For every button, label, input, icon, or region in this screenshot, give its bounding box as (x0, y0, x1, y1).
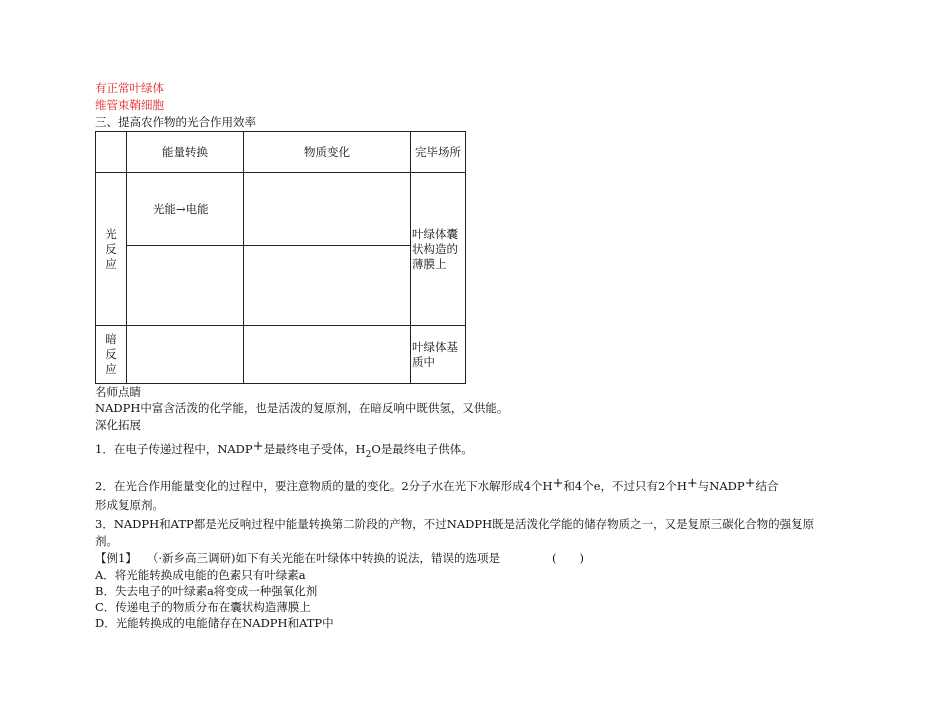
header-energy: 能量转换 (127, 132, 244, 173)
dark-place-cell: 叶绿体基质中 (411, 326, 466, 384)
red-line-1: 有正常叶绿体 (95, 81, 164, 95)
deepen-title: 深化拓展 (95, 418, 141, 432)
example-question (95, 551, 584, 566)
section-3-title: 三、提高农作物的光合作用效率 (95, 115, 256, 129)
header-material: 物质变化 (244, 132, 411, 173)
light-place-cell: 叶绿体囊状构造的薄膜上 (411, 173, 466, 326)
red-line-2: 维管束鞘细胞 (95, 98, 164, 112)
dark-reaction-row (96, 326, 466, 384)
light-energy-cell-2 (127, 246, 244, 326)
light-reaction-row-2 (96, 246, 466, 326)
light-material-cell-1 (244, 173, 411, 246)
option-b: B．失去电子的叶绿素a将变成一种强氧化剂 (95, 584, 318, 598)
point-2-line-2: 形成复原剂。 (95, 498, 164, 512)
photosynthesis-table (95, 131, 466, 384)
dark-reaction-label: 暗 反 应 (96, 326, 127, 384)
table-corner-cell (96, 132, 127, 173)
option-a: A．将光能转换成电能的色素只有叶绿素a (95, 568, 306, 582)
light-energy-cell-1: 光能→电能 (127, 173, 244, 246)
point-3-line-2: 剂。 (95, 534, 118, 548)
answer-bracket: ( ) (551, 551, 584, 565)
light-material-cell-2 (244, 246, 411, 326)
tips-title: 名师点睛 (95, 385, 141, 399)
light-reaction-row-1 (96, 173, 466, 246)
option-c: C．传递电子的物质分布在囊状构造薄膜上 (95, 600, 311, 614)
example-question-text: （·新乡高三调研)如下有关光能在叶绿体中转换的说法，错误的选项是 (146, 551, 500, 565)
header-place: 完毕场所 (411, 132, 466, 173)
point-2-line-1: 2．在光合作用能量变化的过程中，要注意物质的量的变化。2分子水在光下水解形成4个H+和4个e，不过只有2个H+与NADP+结合 (95, 476, 779, 493)
point-3-line-1: 3．NADPH和ATP都是光反响过程中能量转换第二阶段的产物，不过NADPH既是活泼化学能的储存物质之一，又是复原三碳化合物的强复原 (95, 517, 815, 531)
point-1: 1．在电子传递过程中，NADP+是最终电子受体，$H_2O$是最终电子供体。 (95, 439, 473, 460)
example-tag: 【例1】 (95, 551, 137, 565)
dark-energy-cell (127, 326, 244, 384)
dark-material-cell (244, 326, 411, 384)
option-d: D．光能转换成的电能储存在NADPH和ATP中 (95, 616, 334, 630)
light-reaction-label: 光 反 应 (96, 173, 127, 326)
tips-text: NADPH中富含活泼的化学能，也是活泼的复原剂，在暗反响中既供氢，又供能。 (95, 401, 509, 415)
table-header-row (96, 132, 466, 173)
